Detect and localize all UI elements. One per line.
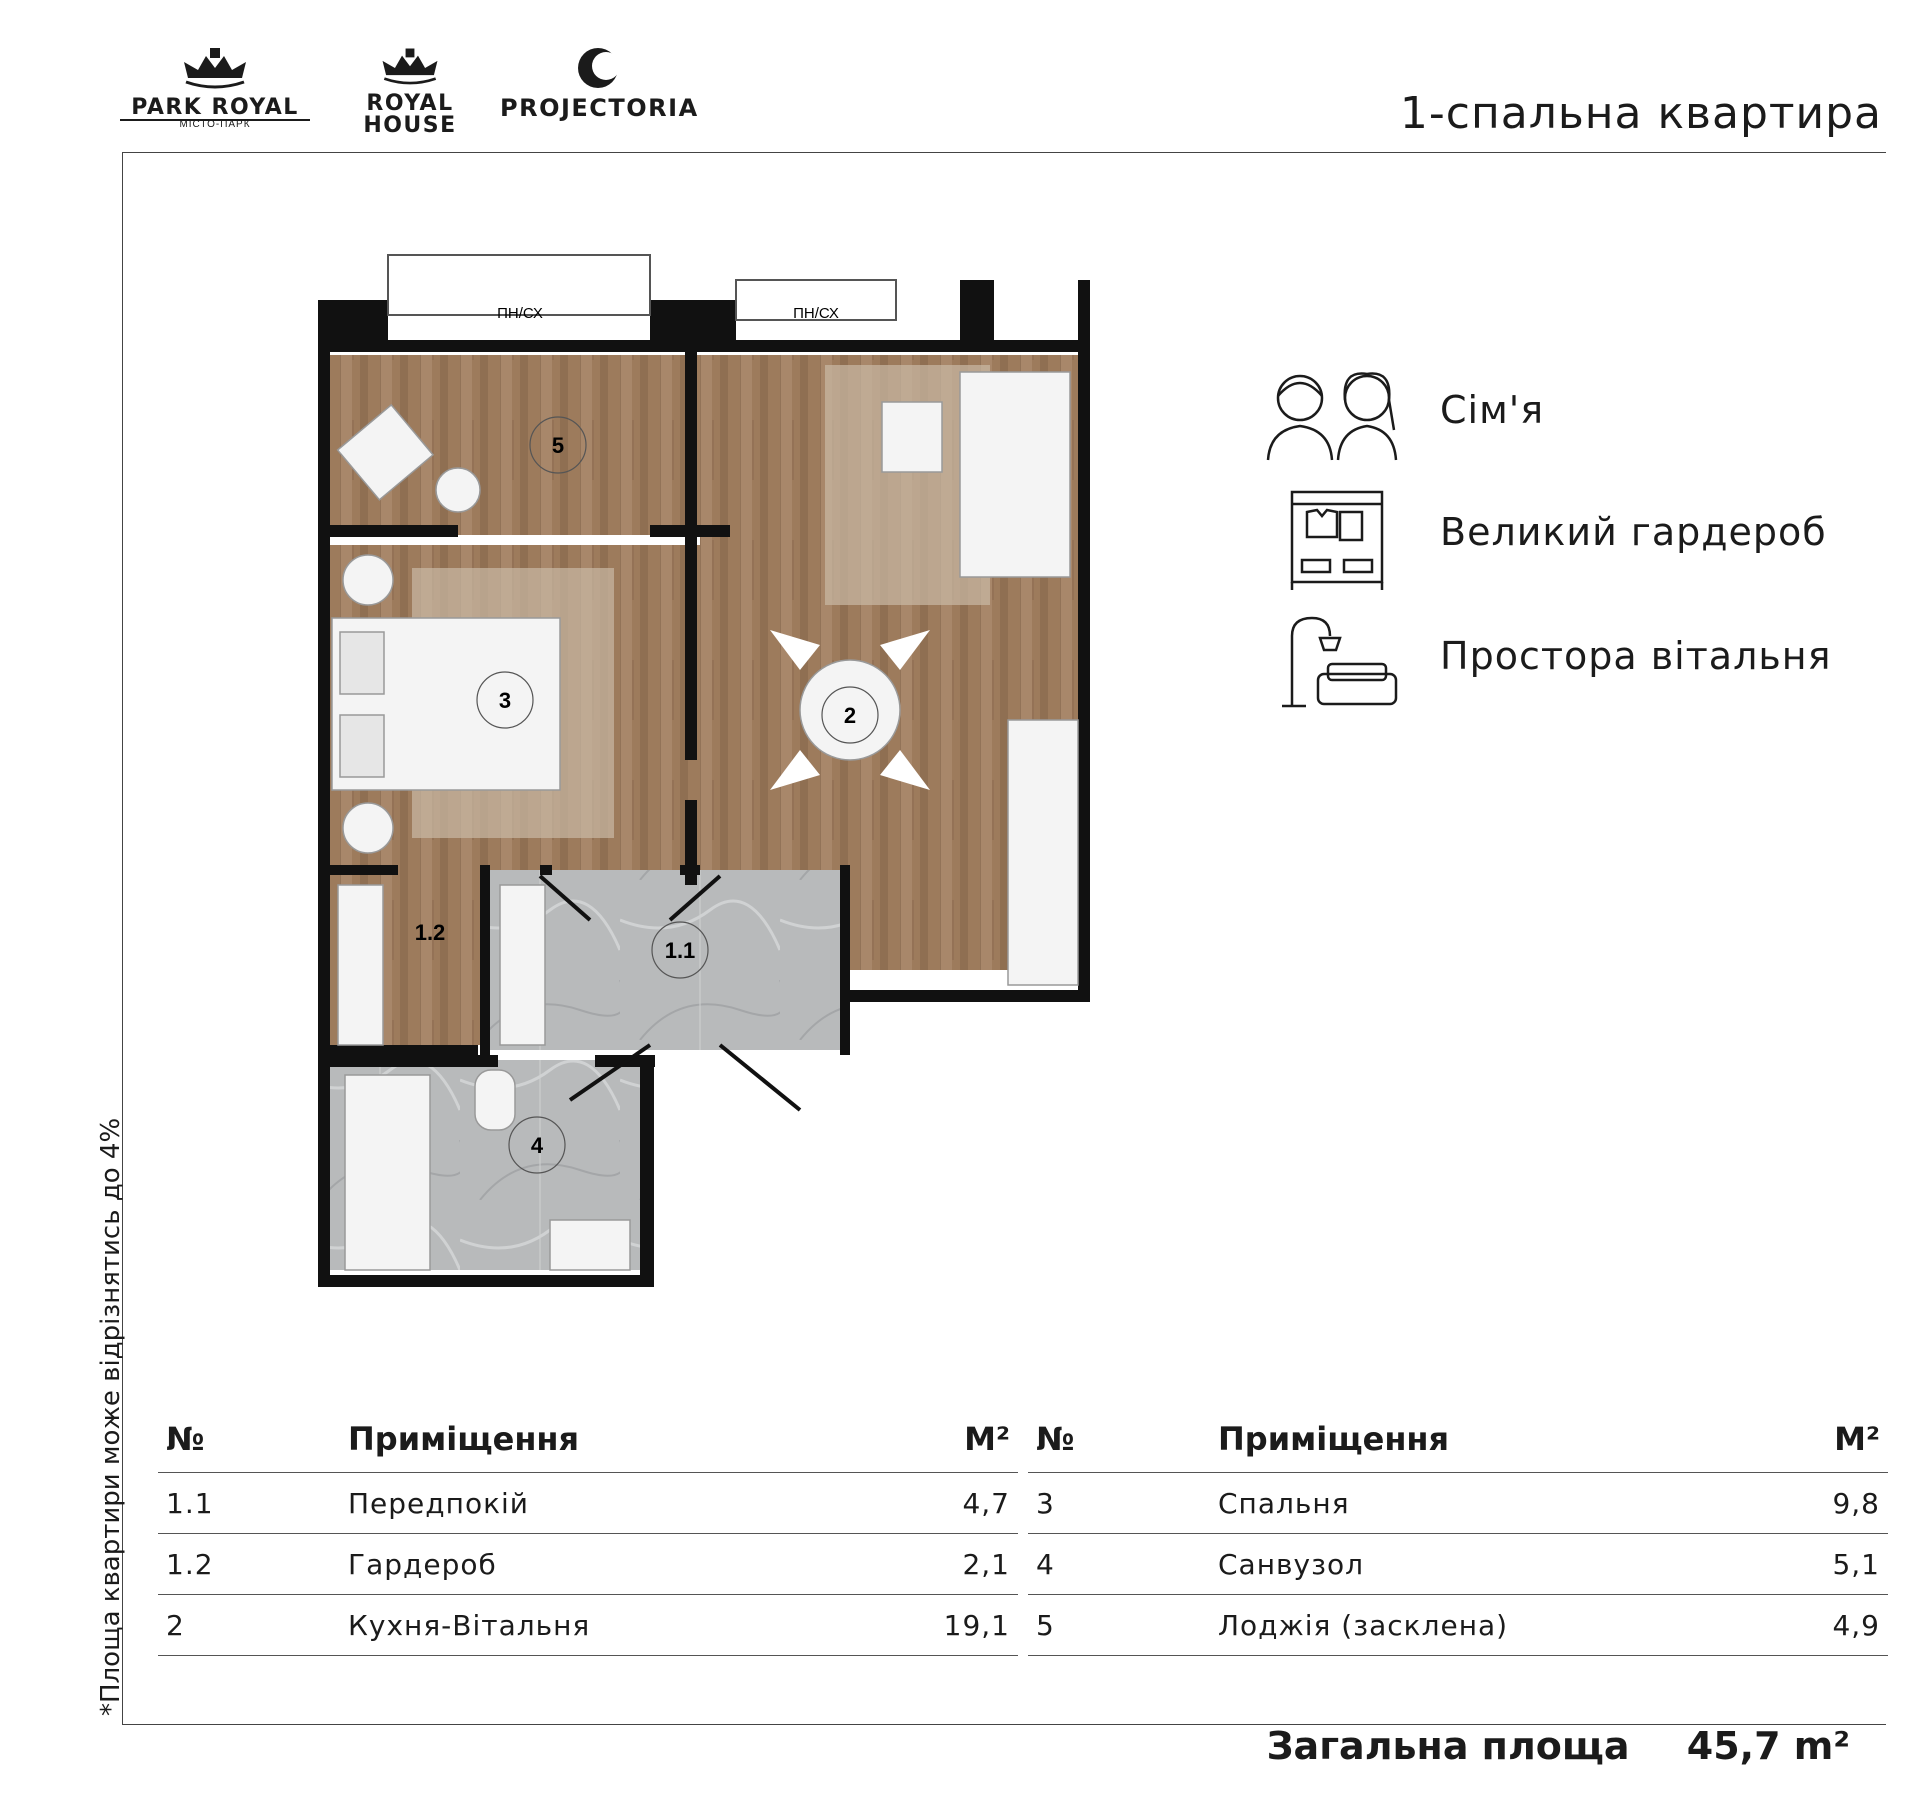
row-number: 4 <box>1036 1548 1055 1581</box>
table-row <box>1028 1595 1888 1656</box>
feature-family <box>1262 360 1862 470</box>
logo-subtitle: МІСТО-ПАРК <box>179 119 251 130</box>
sofa <box>960 372 1070 577</box>
row-room: Передпокій <box>348 1487 529 1520</box>
logo-name: PARK ROYAL <box>120 97 310 121</box>
moon-icon <box>576 44 620 92</box>
row-number: 1.1 <box>166 1487 214 1520</box>
family-icon <box>1262 360 1412 470</box>
crown-icon <box>379 48 441 88</box>
table-row <box>158 1473 1018 1534</box>
pillow <box>340 632 384 694</box>
row-area: 4,7 <box>962 1487 1010 1520</box>
header-room: Приміщення <box>1218 1420 1450 1458</box>
bathtub <box>345 1075 430 1270</box>
room-marker: 1.1 <box>664 938 696 963</box>
page-title: 1-спальна квартира <box>1399 88 1882 139</box>
logo-name: ROYAL HOUSE <box>363 91 457 138</box>
wardrobe-rack <box>338 885 383 1045</box>
total-label: Загальна площа <box>1266 1724 1630 1768</box>
feature-living <box>1262 606 1862 716</box>
pillow <box>340 715 384 777</box>
nightstand <box>343 555 393 605</box>
row-area: 4,9 <box>1832 1609 1880 1642</box>
row-area: 2,1 <box>962 1548 1010 1581</box>
nightstand <box>343 803 393 853</box>
coffee-table <box>882 402 942 472</box>
crown-icon <box>180 48 250 92</box>
table-row <box>158 1595 1018 1656</box>
total-value: 45,7 m² <box>1686 1724 1850 1768</box>
header-area: М² <box>964 1420 1010 1458</box>
side-table <box>436 468 480 512</box>
living-room-icon <box>1262 606 1412 716</box>
feature-wardrobe <box>1262 482 1862 592</box>
sink <box>550 1220 630 1270</box>
row-area: 19,1 <box>943 1609 1010 1642</box>
room-marker: 5 <box>551 433 565 458</box>
logo-name: PROJECTORIA <box>500 94 699 122</box>
row-number: 2 <box>166 1609 185 1642</box>
feature-label: Простора вітальня <box>1440 634 1832 678</box>
table-header <box>158 1410 1018 1473</box>
row-number: 1.2 <box>166 1548 214 1581</box>
header-room: Приміщення <box>348 1420 580 1458</box>
row-room: Спальня <box>1218 1487 1350 1520</box>
orientation-label: ПН/СХ <box>497 305 543 322</box>
park-royal-logo <box>120 48 310 130</box>
row-room: Санвузол <box>1218 1548 1365 1581</box>
row-room: Гардероб <box>348 1548 497 1581</box>
table-row <box>1028 1534 1888 1595</box>
room-marker: 2 <box>843 703 857 728</box>
row-area: 5,1 <box>1832 1548 1880 1581</box>
row-number: 5 <box>1036 1609 1055 1642</box>
row-number: 3 <box>1036 1487 1055 1520</box>
floor-plan <box>300 240 1120 1300</box>
area-note: *Площа квартири може відрізнятись до 4% <box>96 1117 126 1716</box>
header-number: № <box>166 1420 205 1458</box>
room-marker: 1.2 <box>414 920 446 945</box>
wardrobe-rack <box>500 885 545 1045</box>
table-header <box>1028 1410 1888 1473</box>
row-room: Лоджія (засклена) <box>1218 1609 1509 1642</box>
royal-house-logo <box>350 48 470 137</box>
orientation-label: ПН/СХ <box>793 305 839 322</box>
feature-label: Сім'я <box>1440 388 1545 432</box>
header-number: № <box>1036 1420 1075 1458</box>
wardrobe-icon <box>1262 482 1412 592</box>
feature-label: Великий гардероб <box>1440 510 1827 554</box>
row-area: 9,8 <box>1832 1487 1880 1520</box>
projectoria-logo <box>500 44 699 122</box>
total-area <box>1267 1724 1850 1768</box>
frame-line <box>122 152 1886 153</box>
room-marker: 4 <box>530 1133 544 1158</box>
table-row <box>158 1534 1018 1595</box>
room-marker: 3 <box>498 688 512 713</box>
toilet <box>475 1070 515 1130</box>
kitchen-counter <box>1008 720 1078 985</box>
table-row <box>1028 1473 1888 1534</box>
rooms-table-right <box>1028 1410 1888 1656</box>
rooms-table-left <box>158 1410 1018 1656</box>
header-area: М² <box>1834 1420 1880 1458</box>
row-room: Кухня-Вітальня <box>348 1609 591 1642</box>
